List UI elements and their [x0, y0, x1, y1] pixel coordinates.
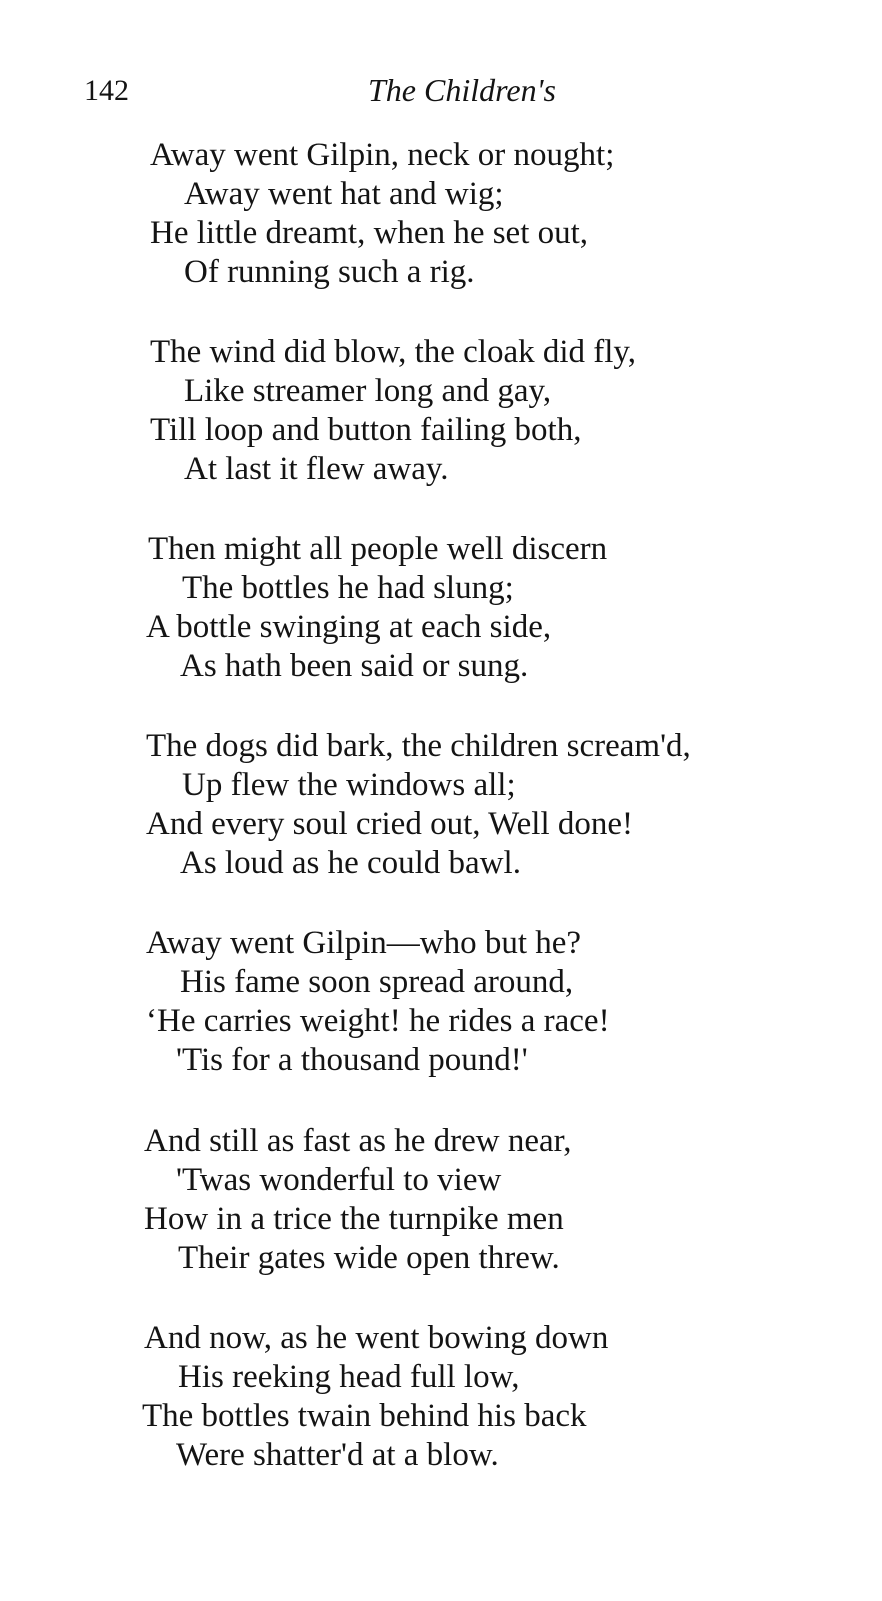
poem-line: How in a trice the turnpike men [144, 1201, 564, 1237]
poem-line: Up flew the windows all; [182, 767, 516, 803]
poem-line: The bottles he had slung; [182, 570, 514, 606]
poem-line: Then might all people well discern [148, 531, 608, 567]
poem-line: And now, as he went bowing down [144, 1320, 609, 1356]
poem-line: 'Twas wonderful to view [176, 1162, 502, 1198]
poem-line: Away went Gilpin—who but he? [146, 925, 582, 961]
poem-line: Away went hat and wig; [184, 176, 504, 212]
running-head: The Children's [368, 72, 556, 108]
poem-line: His reeking head full low, [178, 1359, 520, 1395]
poem-line: Away went Gilpin, neck or nought; [150, 137, 615, 173]
poem-line: And still as fast as he drew near, [144, 1123, 572, 1159]
poem-line: As hath been said or sung. [180, 648, 529, 684]
page-number: 142 [84, 74, 129, 107]
poem-line: Till loop and button failing both, [150, 412, 582, 448]
poem-line: As loud as he could bawl. [180, 845, 521, 881]
poem-line: Their gates wide open threw. [178, 1240, 560, 1276]
poem-line: His fame soon spread around, [180, 964, 574, 1000]
poem-line: A bottle swinging at each side, [146, 609, 552, 645]
poem-line: The bottles twain behind his back [142, 1398, 587, 1434]
poem-line: Of running such a rig. [184, 254, 475, 290]
poem-line: He little dreamt, when he set out, [150, 215, 589, 251]
poem-line: At last it flew away. [184, 451, 449, 487]
poem-line: Were shatter'd at a blow. [176, 1437, 499, 1473]
poem-line: Like streamer long and gay, [184, 373, 552, 409]
poem-line: 'Tis for a thousand pound!' [176, 1042, 528, 1078]
poem-line: The dogs did bark, the children scream'd, [146, 728, 691, 764]
poem-line: And every soul cried out, Well done! [146, 806, 634, 842]
poem-line: The wind did blow, the cloak did fly, [150, 334, 637, 370]
poem-line: ‘He carries weight! he rides a race! [146, 1003, 610, 1039]
